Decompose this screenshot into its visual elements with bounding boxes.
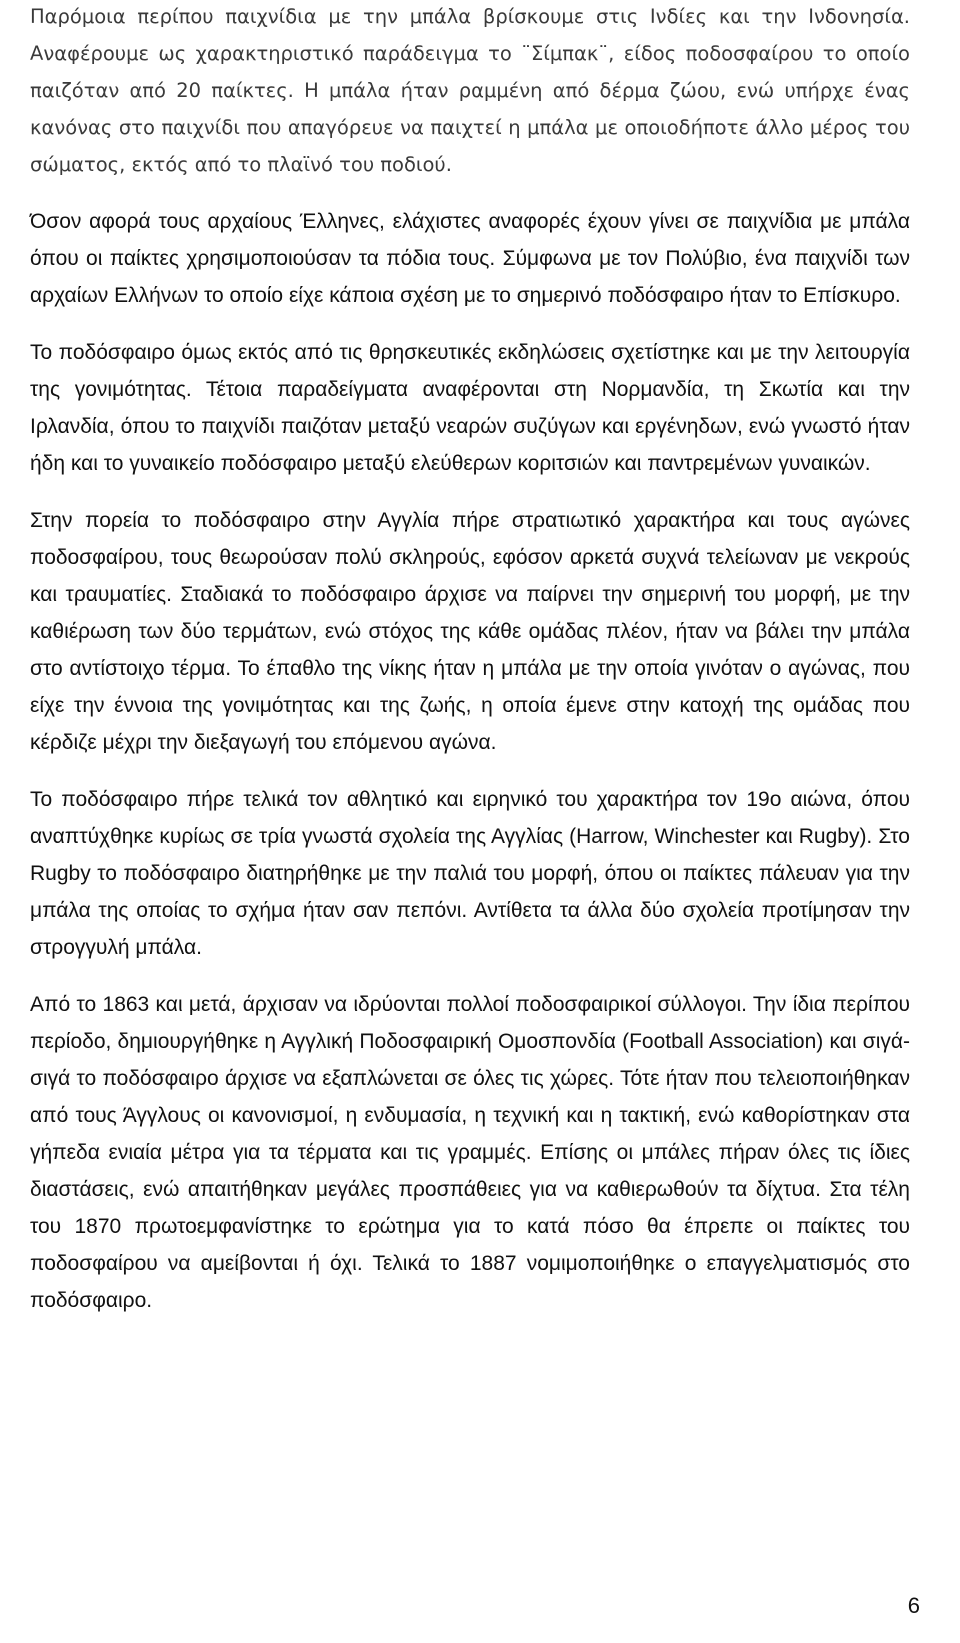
paragraph-19th-century: Το ποδόσφαιρο πήρε τελικά τον αθλητικό και ειρηνικό του χαρακτήρα τον 19ο αιώνα, όπου αναπτύχθηκε κυρίως σε τρία γνωστά σχολεία της Αγγλίας (Harrow, Winchester και Rugby). Στο Rugby το ποδόσφαιρο διατηρήθηκε με την παλιά του μορφή, όπου οι παίκτες πάλευαν για την μπάλα της οποίας το σχήμα ήταν σαν πεπόνι. Αντίθετα τα άλλα δύο σχολεία προτίμησαν την στρογγυλή μπάλα. (30, 788, 910, 959)
paragraph-england-military: Στην πορεία το ποδόσφαιρο στην Αγγλία πήρε στρατιωτικό χαρακτήρα και τους αγώνες ποδοσφαίρου, τους θεωρούσαν πολύ σκληρούς, εφόσον αρκετά συχνά τελείωναν με νεκρούς και τραυματίες. Σταδιακά το ποδόσφαιρο άρχισε να παίρνει την σημερινή του μορφή, με την καθιέρωση των δύο τερμάτων, ενώ στόχος της κάθε ομάδας πλέον, ήταν να βάλει την μπάλα στο αντίστοιχο τέρμα. Το έπαθλο της νίκης ήταν η μπάλα με την οποία γινόταν ο αγώνας, που είχε την έννοια της γονιμότητας και της ζωής, η οποία έμενε στην κατοχή της ομάδας που κέρδιζε μέχρι την διεξαγωγή του επόμενου αγώνα. (30, 509, 910, 754)
paragraph-simpak: Παρόμοια περίπου παιχνίδια με την μπάλα βρίσκουμε στις Ινδίες και την Ινδονησία. Αναφέρουμε ως χαρακτηριστικό παράδειγμα το ¨Σίμπακ¨, είδος ποδοσφαίρου το οποίο παιζόταν από 20 παίκτες. Η μπάλα ήταν ραμμένη από δέρμα ζώου, ενώ υπήρχε ένας κανόνας στο παιχνίδι που απαγόρευε να παιχτεί η μπάλα με οποιοδήποτε άλλο μέρος του σώματος, εκτός από το πλαϊνό του ποδιού. (30, 5, 910, 176)
paragraph-fertility: Το ποδόσφαιρο όμως εκτός από τις θρησκευτικές εκδηλώσεις σχετίστηκε και με την λειτουργία της γονιμότητας. Τέτοια παραδείγματα αναφέρονται στη Νορμανδία, τη Σκωτία και την Ιρλανδία, όπου το παιχνίδι παιζόταν μεταξύ νεαρών συζύγων και εργένηδων, ενώ γνωστό ήταν ήδη και το γυναικείο ποδόσφαιρο μεταξύ ελεύθερων κοριτσιών και παντρεμένων γυναικών. (30, 341, 910, 475)
body-text (30, 0, 910, 1339)
page-number: 6 (907, 1593, 920, 1618)
paragraph-ancient-greeks: Όσον αφορά τους αρχαίους Έλληνες, ελάχιστες αναφορές έχουν γίνει σε παιχνίδια με μπάλα όπου οι παίκτες χρησιμοποιούσαν τα πόδια τους. Σύμφωνα με τον Πολύβιο, ένα παιχνίδι των αρχαίων Ελλήνων το οποίο είχε κάποια σχέση με το σημερινό ποδόσφαιρο ήταν το Επίσκυρο. (30, 210, 910, 307)
paragraph-football-association: Από το 1863 και μετά, άρχισαν να ιδρύονται πολλοί ποδοσφαιρικοί σύλλογοι. Την ίδια περίπου περίοδο, δημιουργήθηκε η Αγγλική Ποδοσφαιρική Ομοσπονδία (Football Association) και σιγά-σιγά το ποδόσφαιρο άρχισε να εξαπλώνεται σε όλες τις χώρες. Τότε ήταν που τελειοποιήθηκαν από τους Άγγλους οι κανονισμοί, η ενδυμασία, η τεχνική και η τακτική, ενώ καθορίστηκαν στα γήπεδα ενιαία μέτρα για τα τέρματα και τις γραμμές. Επίσης οι μπάλες πήραν όλες τις ίδιες διαστάσεις, ενώ απαιτήθηκαν μεγάλες προσπάθειες για να καθιερωθούν τα δίχτυα. Στα τέλη του 1870 πρωτοεμφανίστηκε το ερώτημα για το κατά πόσο θα έπρεπε οι παίκτες του ποδοσφαίρου να αμείβονται ή όχι. Τελικά το 1887 νομιμοποιήθηκε ο επαγγελματισμός στο ποδόσφαιρο. (30, 993, 910, 1312)
